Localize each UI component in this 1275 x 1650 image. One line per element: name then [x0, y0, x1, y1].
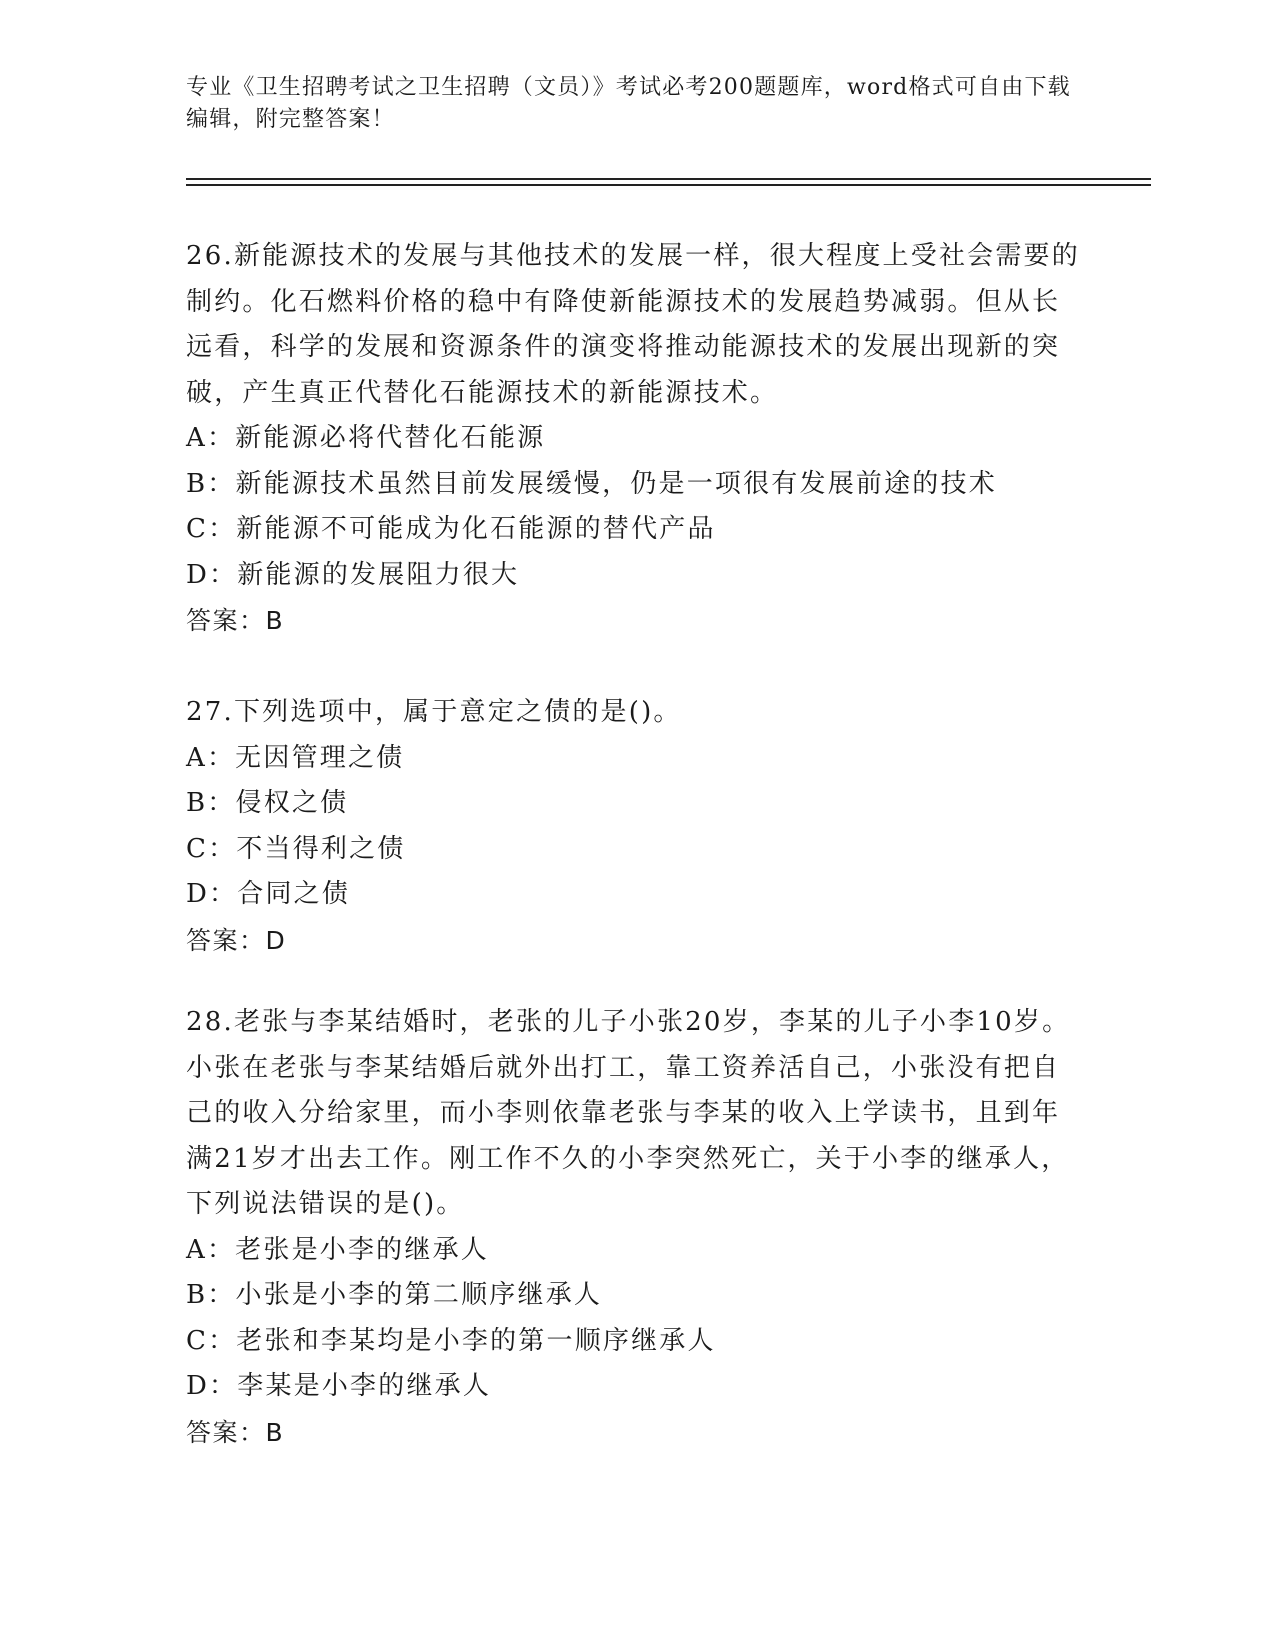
- answer-line: 答案：B: [186, 1417, 285, 1447]
- question-28: [186, 1000, 1086, 1455]
- question-stem: 26.新能源技术的发展与其他技术的发展一样，很大程度上受社会需要的制约。化石燃料价格的稳中有降使新能源技术的发展趋势减弱。但从长远看，科学的发展和资源条件的演变将推动能源技术的发展出现新的突破，产生真正代替化石能源技术的新能源技术。: [186, 241, 1080, 408]
- question-stem: 28.老张与李某结婚时，老张的儿子小张20岁，李某的儿子小李10岁。小张在老张与李某结婚后就外出打工，靠工资养活自己，小张没有把自己的收入分给家里，而小李则依靠老张与李某的收入上学读书，且到年满21岁才出去工作。刚工作不久的小李突然死亡，关于小李的继承人，下列说法错误的是()。: [186, 1007, 1071, 1219]
- answer-line: 答案：D: [186, 925, 287, 955]
- option-a: A：无因管理之债: [186, 742, 405, 773]
- option-a: A：老张是小李的继承人: [186, 1234, 489, 1265]
- option-c: C：不当得利之债: [186, 833, 406, 864]
- option-c: C：新能源不可能成为化石能源的替代产品: [186, 514, 716, 544]
- option-d: D：新能源的发展阻力很大: [186, 559, 520, 590]
- header-divider-bottom: [186, 184, 1151, 186]
- document-header: 专业《卫生招聘考试之卫生招聘（文员）》考试必考200题题库，word格式可自由下载编辑，附完整答案！: [186, 75, 1071, 132]
- header-divider-top: [186, 178, 1151, 180]
- option-d: D：合同之债: [186, 879, 351, 909]
- option-c: C：老张和李某均是小李的第一顺序继承人: [186, 1325, 716, 1356]
- question-stem: 27.下列选项中，属于意定之债的是()。: [186, 697, 682, 727]
- option-a: A：新能源必将代替化石能源: [186, 423, 546, 453]
- question-26: [186, 234, 1086, 644]
- option-b: B：新能源技术虽然目前发展缓慢，仍是一项很有发展前途的技术: [186, 468, 997, 499]
- option-b: B：小张是小李的第二顺序继承人: [186, 1280, 603, 1310]
- option-d: D：李某是小李的继承人: [186, 1371, 492, 1401]
- question-27: [186, 690, 1086, 963]
- answer-line: 答案：B: [186, 606, 285, 635]
- option-b: B：侵权之债: [186, 788, 349, 818]
